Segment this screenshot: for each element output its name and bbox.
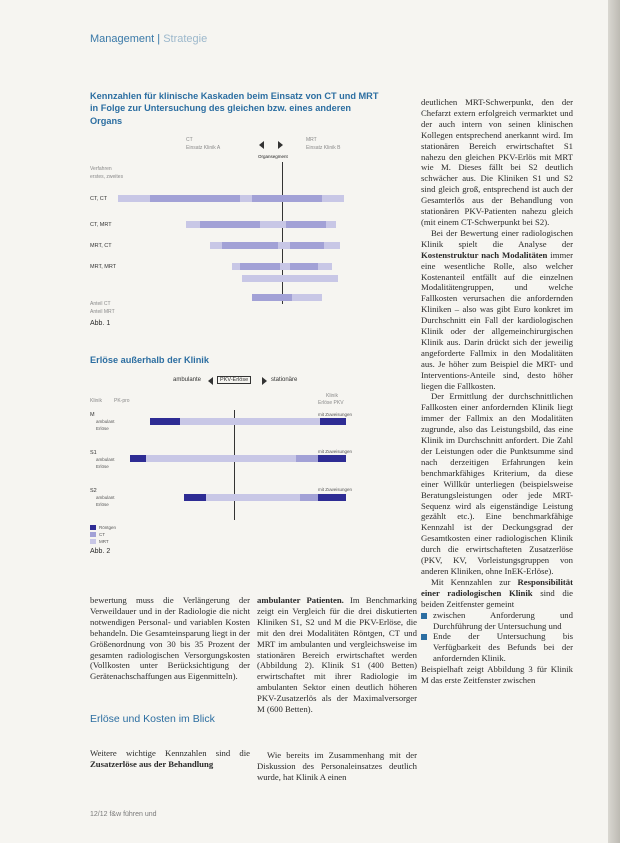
fig2-bar xyxy=(184,494,206,501)
col-c-paragraph-1: deutlichen MRT-Schwerpunkt, den der Chefarzt extern erfolgreich vermarktet und der auch intern von seinen klinischen Kollegen entsprechend anerkannt wird. Im stationären Bereich erwirtschaftet S1 nahezu den gleichen PKV-Erlös mit MRT wie M. Dieses fällt bei S2 deutlich schwächer aus. Die Kliniken S1 und S2 sind gleich groß, entsprechend ist auch der Gesamterlös aus der Behandlung von stationären PKV-Patienten nahezu gleich (mit einem CT-Schwerpunkt bei S2). xyxy=(421,97,573,227)
fig2-bar xyxy=(318,494,346,501)
arrow-right-icon xyxy=(278,141,283,149)
page-footer: 12/12 f&w führen und xyxy=(90,811,157,818)
col-c-p2-text-end: immer eine wesentliche Rolle, also welcher Kostenanteil entfällt auf die einzelnen Modalitätengruppen, und welche Fallkosten verursachen die anfordernden Kliniken – also was gibt Euro konkret im Durchschnitt ein Fall der kardiologischen Klinik oder der allgemeinchirurgischen Klinik aus. Darin drückt sich der jeweilig angeforderte Fallmix in den Modalitäten aus. Je höher zum Beispiel die MRT- und Interventions-Anteile sind, desto höher liegen die Fallkosten. xyxy=(421,249,573,391)
fig2-bar xyxy=(130,455,146,462)
col-c-bullet-2: Ende der Untersuchung bis Verfügbarkeit des Befunds bei der anfordernden Klinik. xyxy=(421,631,573,664)
legend-swatch-roentgen xyxy=(90,525,96,530)
fig1-bar xyxy=(222,242,278,249)
fig2-right-note: mit Zuweisungen xyxy=(318,449,353,454)
fig2-right-note: mit Zuweisungen xyxy=(318,487,353,492)
fig1-row-label: CT, CT xyxy=(90,196,108,202)
col-b-p1-bold: ambulanter Patienten. xyxy=(257,595,344,605)
fig1-bar xyxy=(292,294,322,301)
fig1-bar xyxy=(290,242,324,249)
fig2-bar xyxy=(318,455,346,462)
fig2-row-sub: ambulant xyxy=(96,457,115,462)
col-b-p1-text: Im Benchmarking zeigt ein Vergleich für die drei diskutierten Kliniken S1, S2 und M die PKV-Erlöse, die mit den drei Modalitäten Röntgen, CT und MRT im ambulanten und vergleichsweise im stationären Bereich erwirtschaftet werden (Abbildung 2). Klinik S1 (400 Betten) erwirtschaftet mit ihrer Radiologie im ambulanten Sektor einen deutlich höheren PKV-Zusatzerlös als der Maximalversorger M (600 Betten). xyxy=(257,595,417,715)
col-a-p2-bold: Zusatzerlöse aus der Behandlung xyxy=(90,758,214,769)
header-section: Management xyxy=(90,33,155,45)
col-c-paragraph-3: Der Ermittlung der durchschnittlichen Fallkosten einer anfordernden Klinik liegt immer der Fallmix an den Modalitäten zugrunde, also das Leistungsbild, das eine Klinik im Durchschnitt anfordert. Die Zahl der Leistungen oder die Punktsumme sind nach derzeitigen Erfahrungen kein benchmarkfähiges Kriterium, da diese einer Willkür unterliegen (beispielsweise Beratungsleistungen oder jede MRT-Sequenz wird als eigenständige Leistung gezählt etc.). Eine benchmarkfähige Kennzahl ist der Deckungsgrad der Gesamtkosten einer radiologischen Klinik durch die erwirtschafteten Zusatzerlöse (PKV, KV, Vorleistungsgruppen von anderen Kliniken, ohne InEK-Erlöse). xyxy=(421,391,573,576)
fig2-right-note: mit Zuweisungen xyxy=(318,412,353,417)
fig1-bar xyxy=(200,221,260,228)
col-c-p2-text: Bei der Bewertung einer radiologischen Klinik spielt die Analyse der xyxy=(421,227,573,249)
arrow-right-icon xyxy=(262,377,267,385)
col-c-paragraph-2 xyxy=(421,228,573,392)
fig1-right-sub: Einsatz Klinik B xyxy=(306,145,341,151)
fig1-row-label: CT, MRT xyxy=(90,222,112,228)
col-a-p2-text: Weitere wichtige Kennzahlen sind die xyxy=(90,748,250,758)
col-a-paragraph-1: bewertung muss die Verlängerung der Verweildauer und in der Radiologie die nicht notwendigen Personal- und variablen Kosten behandeln. Die Gesamteinsparung liegt in der Größenordnung von 30 bis 35 Prozent der gesamten radiologischen Versorgungskosten (Vollkosten unter Berücksichtigung der Gerätenachschaffungen aus Eigenmitteln). xyxy=(90,595,250,682)
fig1-side-head-2: erstes, zweites xyxy=(90,174,124,180)
col-b-paragraph-2: Wie bereits im Zusammenhang mit der Diskussion des Personaleinsatzes deutlich wurde, hat Klinik A einen xyxy=(257,750,417,782)
fig1-row-label: MRT, CT xyxy=(90,243,112,249)
fig2-row-label: S2 xyxy=(90,488,97,494)
fig1-bar xyxy=(252,195,322,202)
fig2-row-sub2: Erlöse xyxy=(96,502,109,507)
fig1-row-label: MRT, MRT xyxy=(90,264,117,270)
fig2-center-axis xyxy=(234,410,235,520)
fig1-legend-1: Anteil CT xyxy=(90,301,111,307)
legend-swatch-ct xyxy=(90,532,96,537)
fig2-legend-item: Röntgen xyxy=(99,525,117,530)
fig2-row-sub: ambulant xyxy=(96,419,115,424)
fig1-left-top: CT xyxy=(186,137,193,143)
arrow-left-icon xyxy=(208,377,213,385)
figure-2-caption: Abb. 2 xyxy=(90,548,111,555)
fig2-axis-box: PKV-Erlöse xyxy=(217,376,251,384)
page-header xyxy=(90,33,207,45)
legend-swatch-mrt xyxy=(90,539,96,544)
figure-2-title: Erlöse außerhalb der Klinik xyxy=(90,355,209,365)
col-c-paragraph-4 xyxy=(421,577,573,610)
fig2-row-label: M xyxy=(90,412,95,418)
fig2-row-label: S1 xyxy=(90,450,97,456)
header-subsection: Strategie xyxy=(163,33,208,45)
figure-1-title: Kennzahlen für klinische Kaskaden beim Einsatz von CT und MRT in Folge zur Untersuchung des gleichen bzw. eines anderen Organs xyxy=(90,91,379,126)
fig2-bar xyxy=(296,455,318,462)
col-c-p2-bold: Kostenstruktur nach Modalitäten xyxy=(421,249,548,260)
fig1-bar xyxy=(286,221,326,228)
fig2-bar xyxy=(150,418,180,425)
col-a-paragraph-2 xyxy=(90,748,250,770)
fig1-center-label: Organsegment xyxy=(258,154,288,159)
col-c-p4-text-end: sind die beiden Zeitfenster gemeint xyxy=(421,587,573,609)
col-c-bullet-1: zwischen Anforderung und Durchführung der Untersuchung und xyxy=(421,610,573,632)
fig1-bar xyxy=(252,294,292,301)
arrow-left-icon xyxy=(259,141,264,149)
fig2-bar xyxy=(320,418,346,425)
fig1-side-head-1: Verfahren xyxy=(90,166,112,172)
fig2-col-left-1: Klinik xyxy=(90,398,102,404)
fig2-col-left-2: PK-pro xyxy=(114,398,130,404)
fig1-bar xyxy=(242,275,338,282)
fig2-row-sub: ambulant xyxy=(96,495,115,500)
fig2-col-right-1: Klinik xyxy=(326,393,338,399)
header-separator: | xyxy=(157,33,161,45)
fig2-legend-item: CT xyxy=(99,532,105,537)
fig2-bar xyxy=(300,494,318,501)
fig1-left-sub: Einsatz Klinik A xyxy=(186,145,221,151)
col-c xyxy=(421,97,573,686)
fig1-legend-2: Anteil MRT xyxy=(90,309,115,315)
section-heading: Erlöse und Kosten im Blick xyxy=(90,713,215,725)
fig2-axis-left: ambulante xyxy=(173,377,202,383)
page-edge-shadow xyxy=(608,0,620,843)
col-c-p4-bold: Responsibilität einer radiologischen Klinik xyxy=(421,576,573,598)
col-c-p4-text: Mit Kennzahlen zur xyxy=(431,576,518,587)
col-c-paragraph-5: Beispielhaft zeigt Abbildung 3 für Klinik M das erste Zeitfenster zwischen xyxy=(421,664,573,686)
fig1-center-axis xyxy=(282,162,283,304)
fig2-row-sub2: Erlöse xyxy=(96,426,109,431)
fig2-legend-item: MRT xyxy=(99,539,109,544)
fig2-row-sub2: Erlöse xyxy=(96,464,109,469)
col-b-paragraph-1 xyxy=(257,595,417,715)
fig2-col-right-2: Erlöse PKV xyxy=(318,400,344,406)
fig1-bar xyxy=(150,195,240,202)
fig2-axis-right: stationäre xyxy=(271,377,298,383)
figure-1-caption: Abb. 1 xyxy=(90,320,111,327)
fig1-bar xyxy=(240,263,280,270)
fig1-right-top: MRT xyxy=(306,137,317,143)
fig1-bar xyxy=(290,263,318,270)
